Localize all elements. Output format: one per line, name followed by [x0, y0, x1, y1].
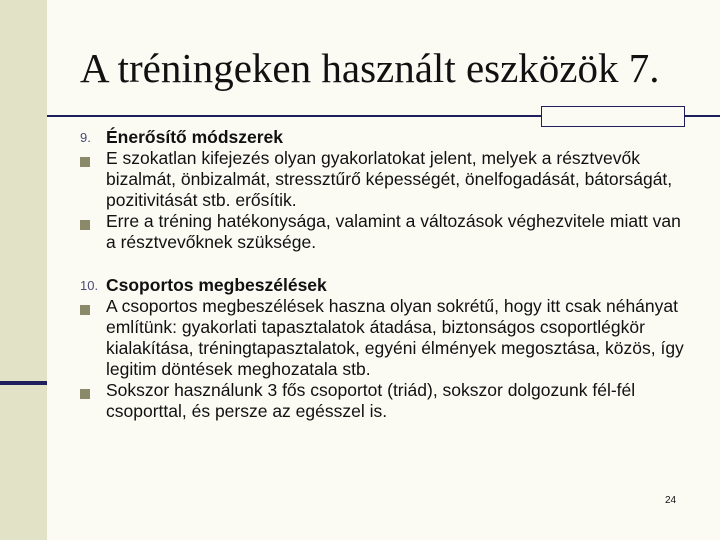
slide-content	[80, 127, 690, 422]
bullet-text: A csoportos megbeszélések haszna olyan sokrétű, hogy itt csak néhányat említünk: gyakorlati tapasztalatok átadása, biztonságos csoportlégkör kialakítása, tréningtapasztalatok, egyéni élmények megosztása, közös, így legitim döntések meghozatala stb.	[106, 296, 684, 379]
square-bullet-icon	[80, 148, 106, 211]
bullet-text: E szokatlan kifejezés olyan gyakorlatokat jelent, melyek a résztvevők bizalmát, önbizalmát, stressztűrő képességét, önelfogadását, bátorságát, pozitivitását stb. erősítik.	[106, 148, 673, 210]
section-heading	[80, 127, 690, 148]
page-number: 24	[665, 495, 677, 506]
section-heading-text: Csoportos megbeszélések	[106, 275, 327, 295]
section-heading-text: Énerősítő módszerek	[106, 127, 283, 147]
bullet-item	[80, 380, 690, 422]
left-accent-line	[0, 381, 47, 385]
square-bullet-icon	[80, 380, 106, 422]
bullet-text: Erre a tréning hatékonysága, valamint a változások véghezvitele miatt van a résztvevőknek szüksége.	[106, 211, 681, 252]
square-bullet-icon	[80, 296, 106, 380]
bullet-item	[80, 148, 690, 211]
bullet-item	[80, 211, 690, 253]
title-divider-box	[541, 106, 685, 127]
bullet-text: Sokszor használunk 3 fős csoportot (triád), sokszor dolgozunk fél-fél csoporttal, és persze az egésszel is.	[106, 380, 636, 421]
slide-title: A tréningeken használt eszközök 7.	[80, 45, 660, 91]
square-bullet-icon	[80, 211, 106, 253]
section-number: 10.	[80, 278, 99, 293]
section-heading	[80, 275, 690, 296]
bullet-item	[80, 296, 690, 380]
section-number: 9.	[80, 130, 91, 145]
left-decorative-band	[0, 0, 47, 540]
